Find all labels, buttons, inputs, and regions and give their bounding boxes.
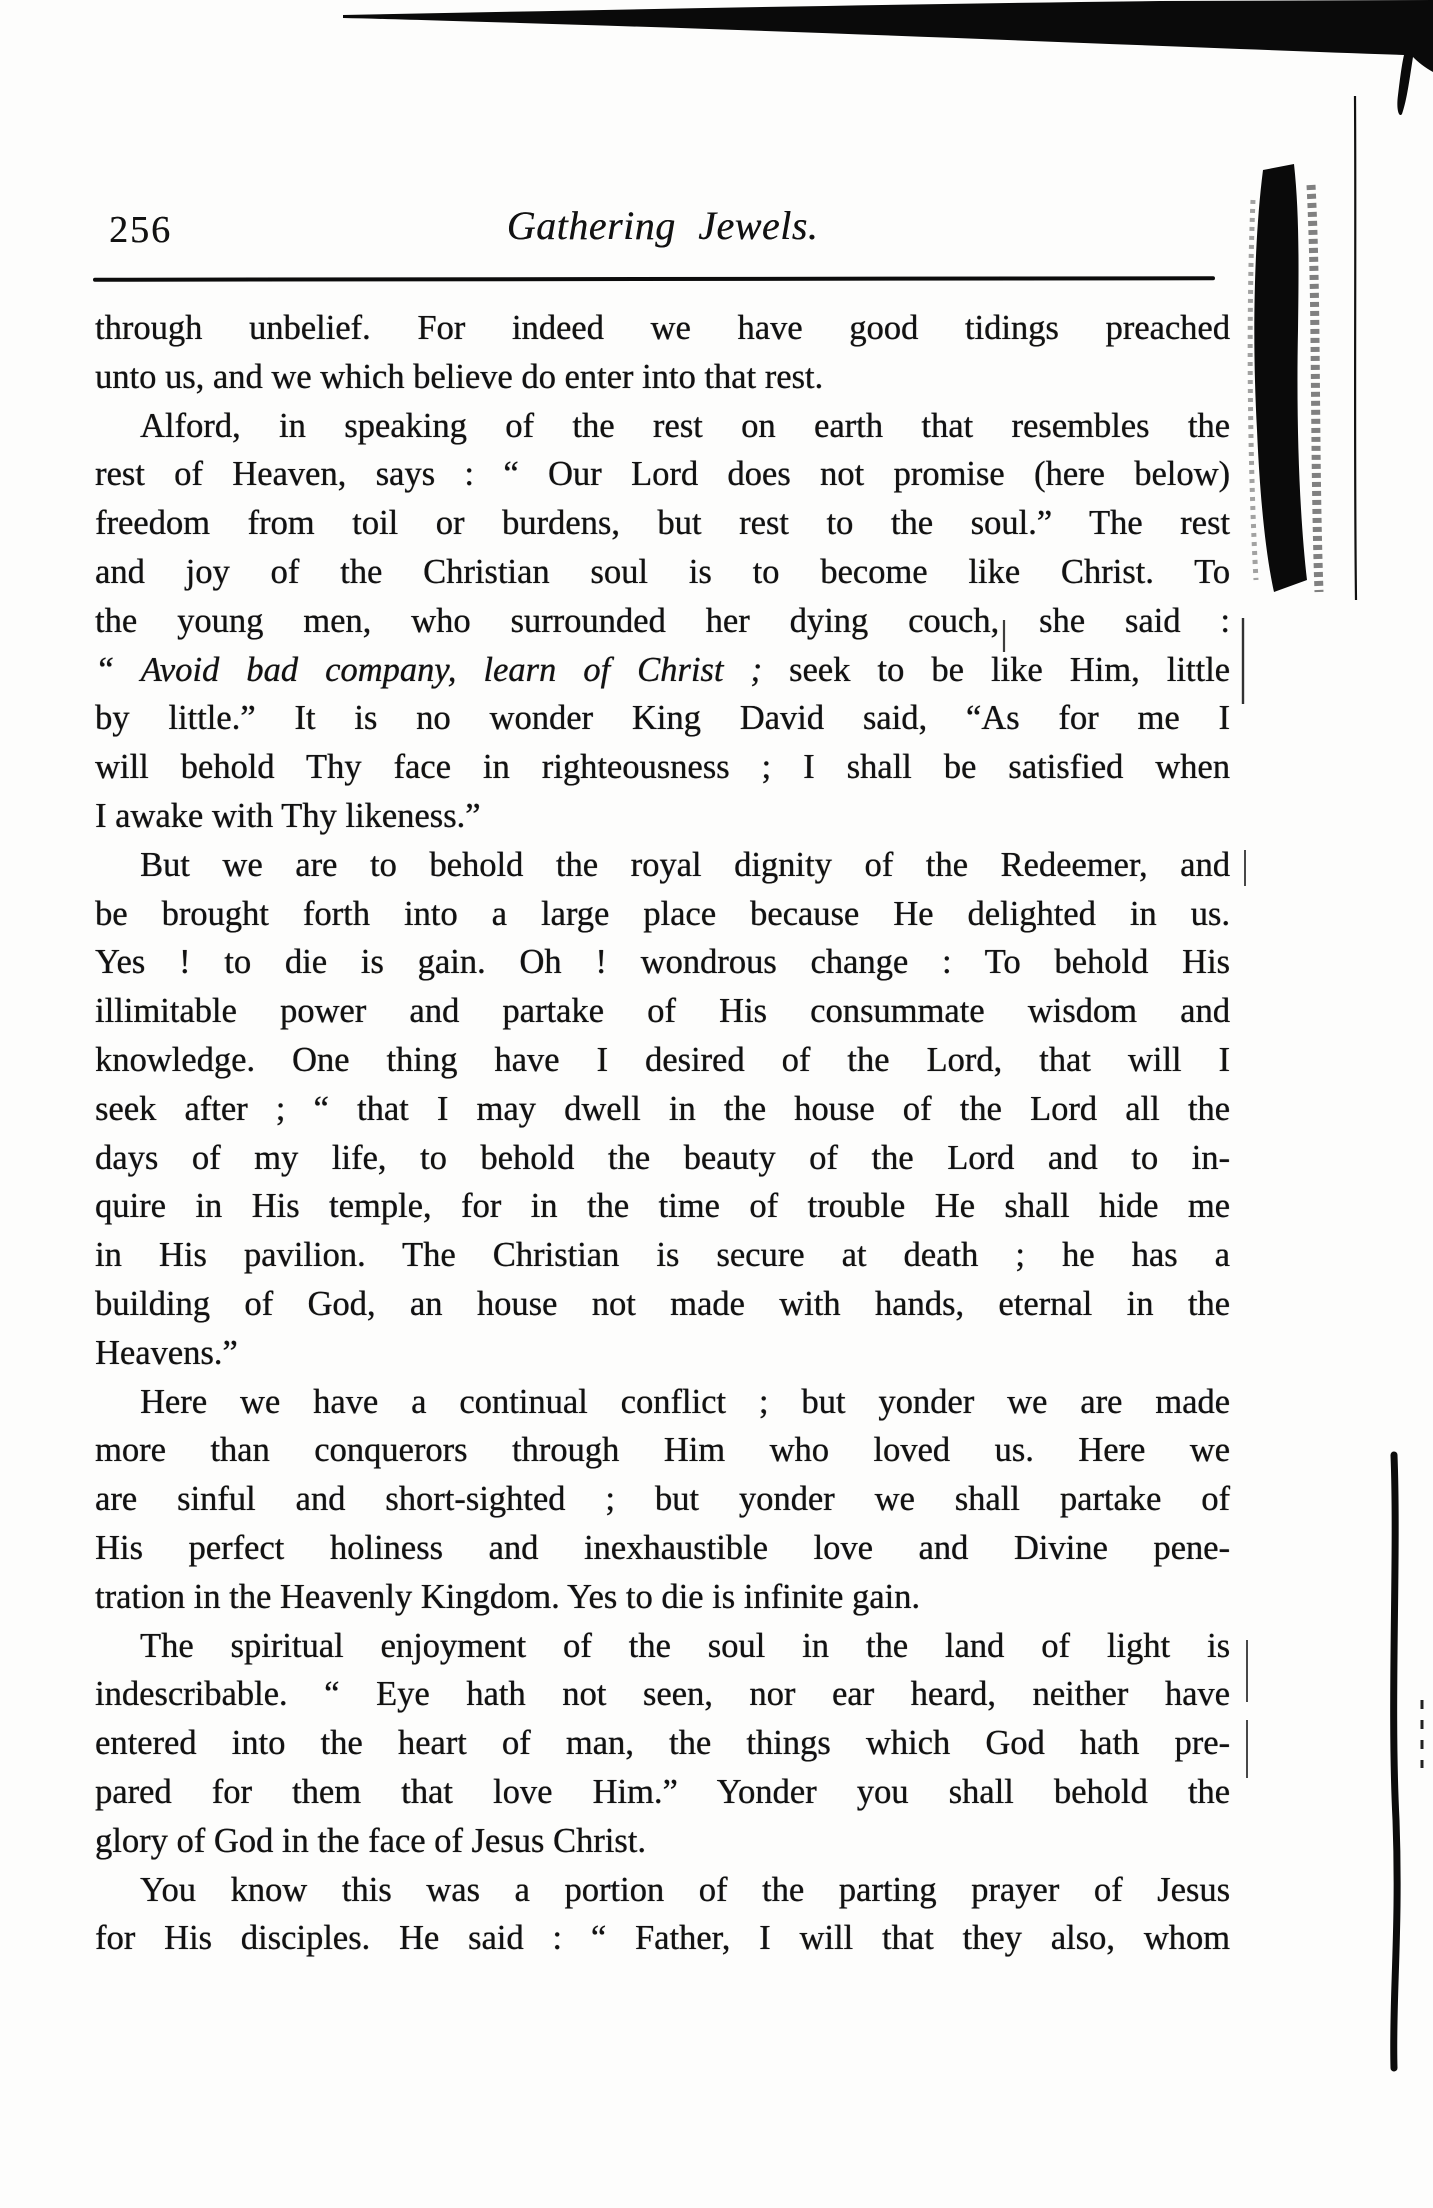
- text-line: [95, 1378, 1230, 1427]
- text-segment: will behold Thy face in righteousness ; I shall be satisfied when: [95, 748, 1230, 787]
- body-text: [95, 304, 1230, 1963]
- text-segment: are sinful and short-sighted ; but yonder we shall partake of: [95, 1480, 1230, 1519]
- text-segment: more than conquerors through Him who loved us. Here we: [95, 1431, 1230, 1470]
- text-segment: unto us, and we which believe do enter into that rest.: [95, 357, 824, 396]
- text-line: [95, 402, 1230, 451]
- text-line: [95, 1426, 1230, 1475]
- text-line: [95, 1280, 1230, 1329]
- text-line: [95, 1134, 1230, 1183]
- text-segment: building of God, an house not made with hands, eternal in the: [95, 1284, 1230, 1323]
- text-segment: knowledge. One thing have I desired of the Lord, that will I: [95, 1040, 1230, 1079]
- scan-artifact-page-edge-lower: [1394, 1455, 1397, 2068]
- text-line: [95, 841, 1230, 890]
- text-segment: through unbelief. For indeed we have good tidings preached: [95, 309, 1230, 347]
- text-segment: in His pavilion. The Christian is secure at death ; he has a: [95, 1236, 1230, 1275]
- text-segment: be brought forth into a large place because He delighted in us.: [95, 894, 1230, 933]
- text-line: [95, 646, 1230, 695]
- text-line: [95, 499, 1230, 548]
- text-segment: Here we have a continual conflict ; but yonder we are made: [140, 1382, 1230, 1421]
- text-segment: seek to be like Him, little: [762, 650, 1230, 689]
- text-segment: freedom from toil or burdens, but rest to the soul.” The rest: [95, 504, 1230, 543]
- text-segment: and joy of the Christian soul is to become like Christ. To: [95, 552, 1230, 591]
- running-title: Gathering Jewels.: [506, 203, 819, 248]
- text-segment: rest of Heaven, says : “ Our Lord does not promise (here below): [95, 455, 1230, 494]
- text-segment: the young men, who surrounded her dying couch, she said :: [95, 601, 1230, 640]
- text-segment: illimitable power and partake of His consummate wisdom and: [95, 992, 1230, 1031]
- text-line: [95, 1085, 1230, 1134]
- text-segment: for His disciples. He said : “ Father, I will that they also, whom: [95, 1919, 1230, 1958]
- text-line: [95, 597, 1230, 646]
- text-line: [95, 548, 1230, 597]
- text-line: [95, 1231, 1230, 1280]
- text-segment: Alford, in speaking of the rest on earth that resembles the: [140, 406, 1230, 445]
- header-rule: [93, 276, 1215, 282]
- page-number: 256: [109, 209, 172, 251]
- text-line: [95, 1524, 1230, 1573]
- scan-artifact-binding-speckle-left: [1250, 200, 1256, 580]
- text-line: [95, 1329, 1230, 1378]
- text-line: [95, 353, 1230, 402]
- text-line: [95, 1866, 1230, 1915]
- text-line: [95, 1817, 1230, 1866]
- text-line: [95, 1670, 1230, 1719]
- text-segment: entered into the heart of man, the things which God hath pre-: [95, 1724, 1230, 1763]
- italic-text-segment: “ Avoid bad company, learn of Christ ;: [95, 650, 762, 689]
- text-line: [95, 792, 1230, 841]
- text-segment: I awake with Thy likeness.”: [95, 796, 481, 835]
- text-segment: days of my life, to behold the beauty of the Lord and to in-: [95, 1138, 1230, 1177]
- text-line: [95, 1768, 1230, 1817]
- text-segment: seek after ; “ that I may dwell in the house of the Lord all the: [95, 1089, 1230, 1128]
- text-segment: His perfect holiness and inexhaustible love and Divine pene-: [95, 1528, 1230, 1567]
- text-segment: indescribable. “ Eye hath not seen, nor ear heard, neither have: [95, 1675, 1230, 1714]
- text-line: [95, 987, 1230, 1036]
- text-line: [95, 938, 1230, 987]
- text-line: [95, 890, 1230, 939]
- text-line: [95, 743, 1230, 792]
- text-segment: tration in the Heavenly Kingdom. Yes to die is infinite gain.: [95, 1577, 921, 1616]
- scan-artifact-binding-shadow: [1254, 164, 1307, 592]
- text-segment: glory of God in the face of Jesus Christ.: [95, 1821, 646, 1860]
- text-line: [95, 1914, 1230, 1963]
- text-segment: by little.” It is no wonder King David said, “As for me I: [95, 699, 1230, 738]
- text-line: [95, 1182, 1230, 1231]
- text-line: [95, 1573, 1230, 1622]
- scan-artifact-vertical-line-upper: [1355, 96, 1356, 600]
- text-segment: But we are to behold the royal dignity of the Redeemer, and: [140, 845, 1230, 884]
- text-segment: pared for them that love Him.” Yonder you shall behold the: [95, 1772, 1230, 1811]
- text-line: [95, 304, 1230, 353]
- text-segment: Heavens.”: [95, 1333, 238, 1372]
- text-line: [95, 1475, 1230, 1524]
- text-line: [95, 1036, 1230, 1085]
- page-header: [95, 200, 1230, 260]
- scan-artifact-binding-speckle-right: [1311, 185, 1319, 592]
- text-segment: quire in His temple, for in the time of trouble He shall hide me: [95, 1187, 1230, 1226]
- text-segment: The spiritual enjoyment of the soul in the land of light is: [140, 1626, 1230, 1665]
- scan-artifact-top-edge: [343, 0, 1433, 115]
- text-line: [95, 1719, 1230, 1768]
- text-line: [95, 450, 1230, 499]
- text-line: [95, 694, 1230, 743]
- text-line: [95, 1622, 1230, 1671]
- text-segment: You know this was a portion of the parting prayer of Jesus: [140, 1870, 1230, 1909]
- text-segment: Yes ! to die is gain. Oh ! wondrous change : To behold His: [95, 943, 1230, 982]
